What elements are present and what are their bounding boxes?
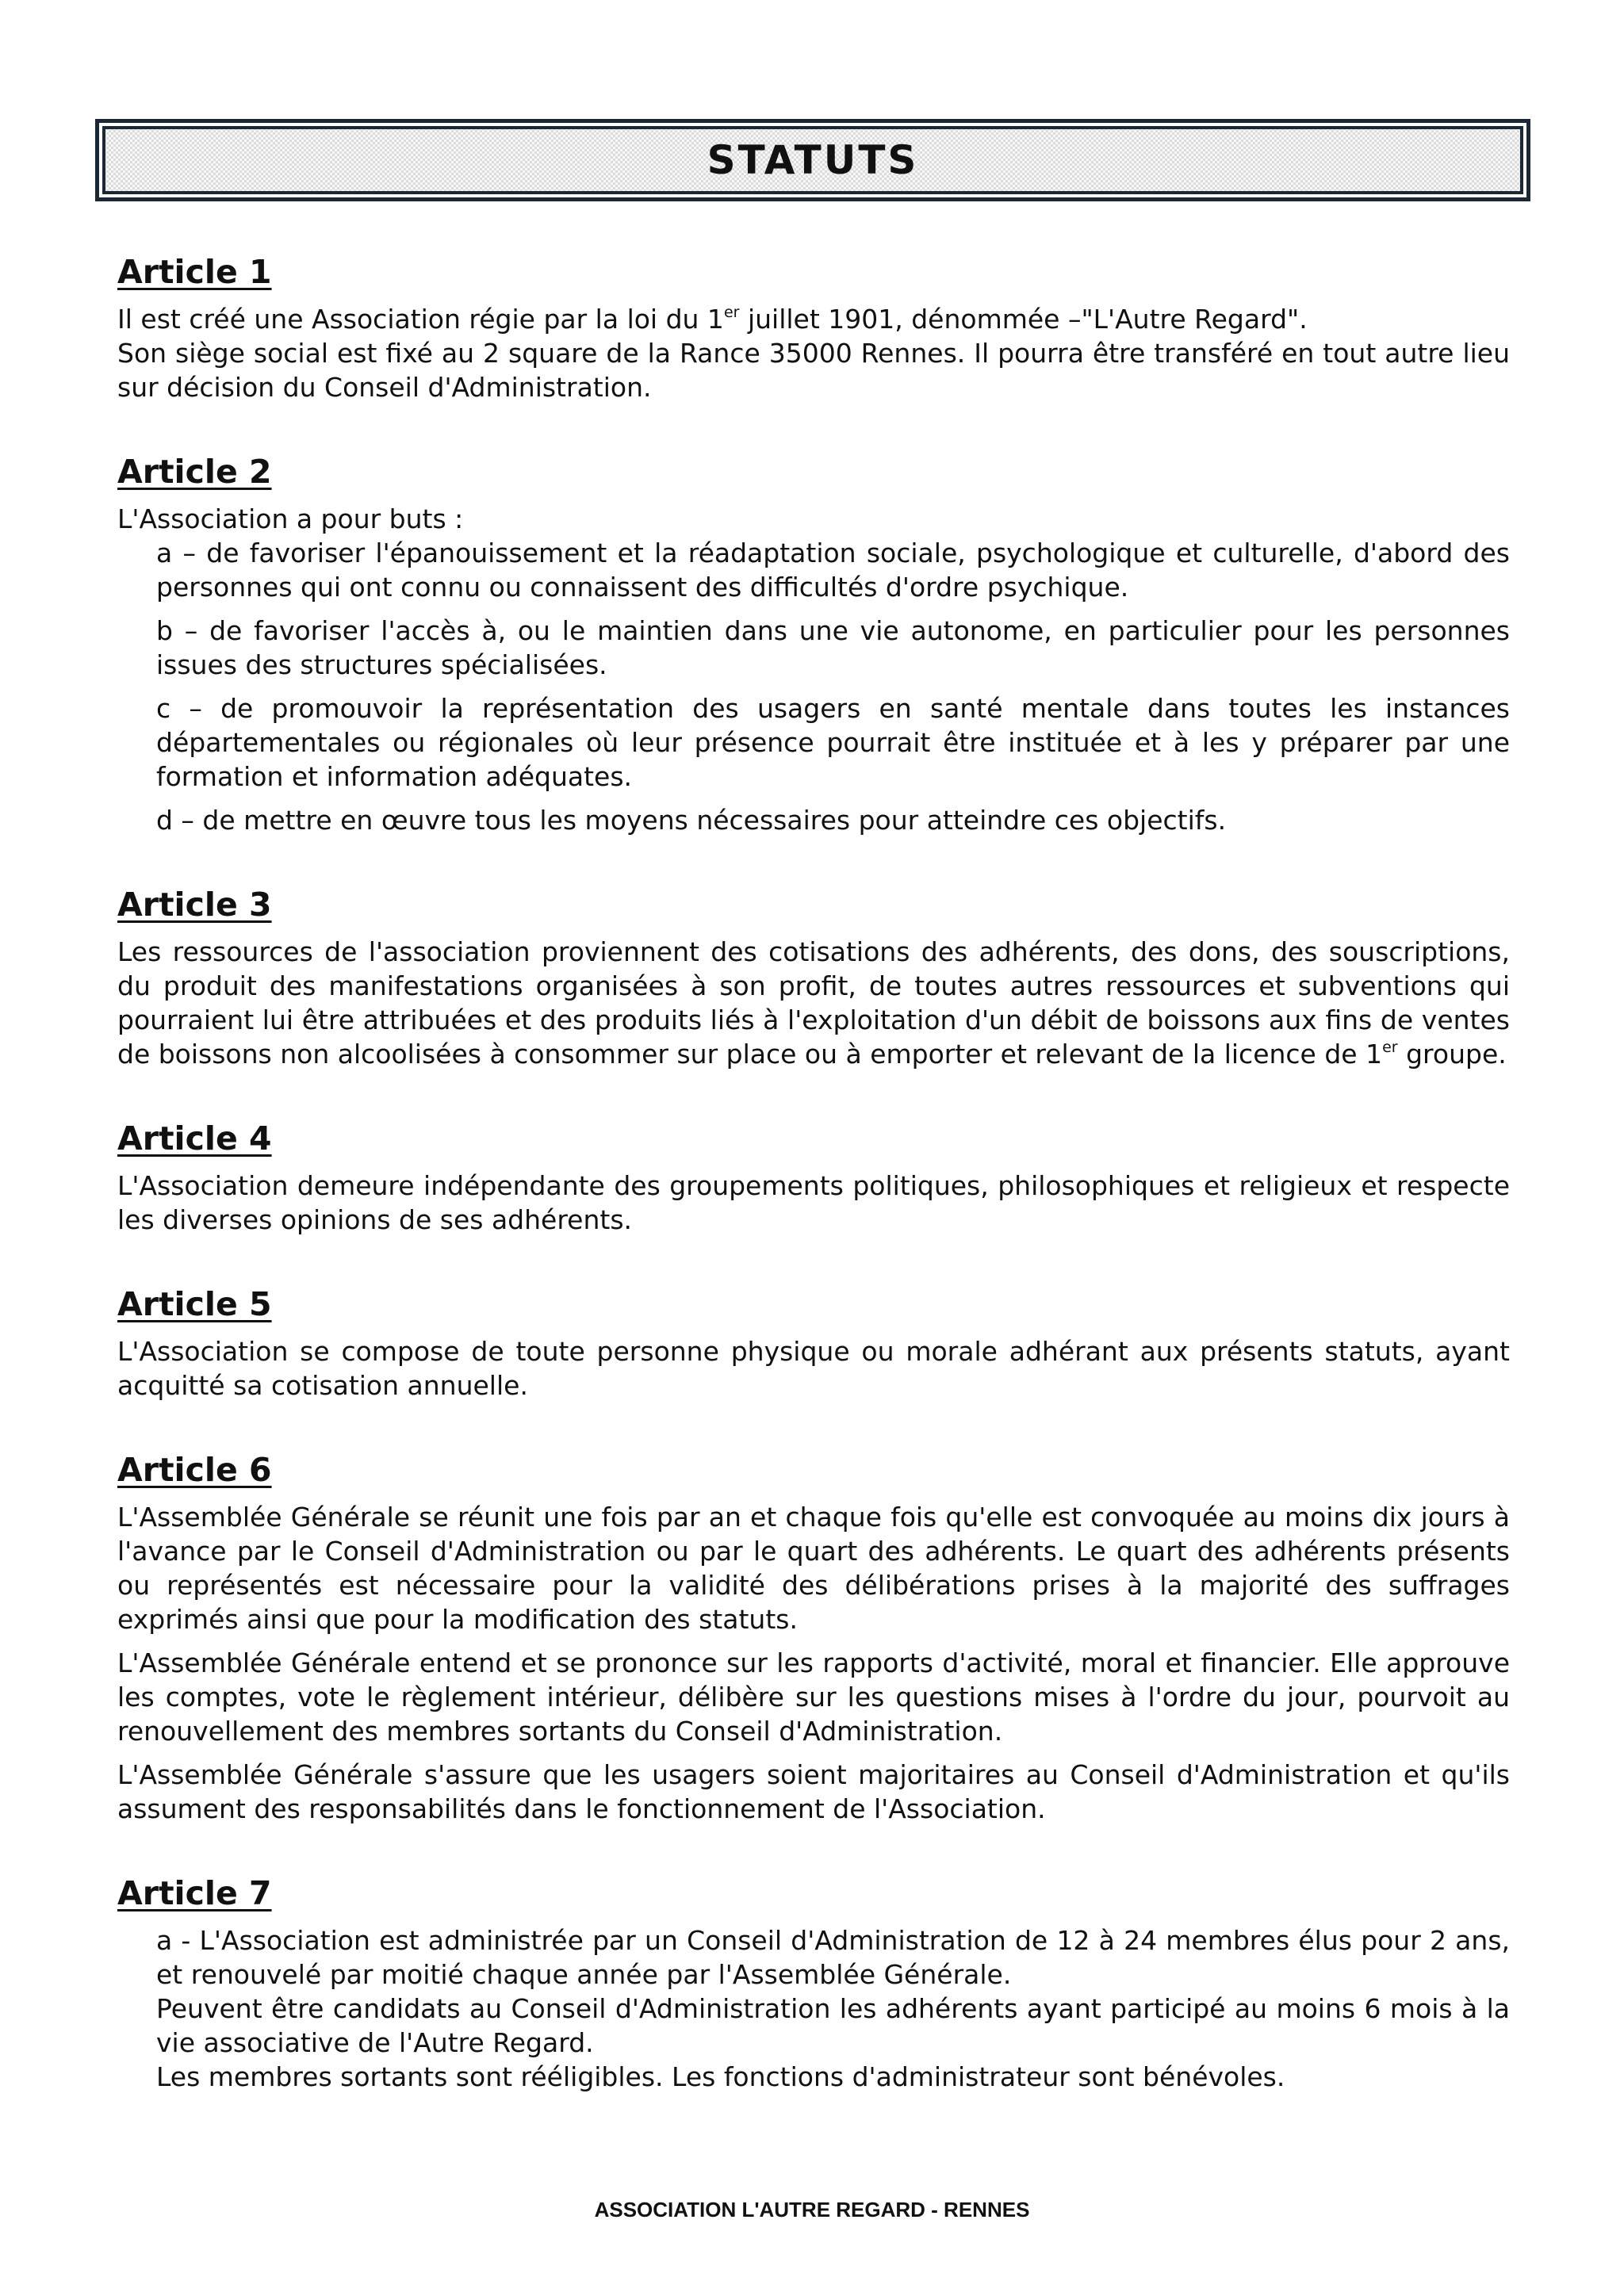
article-7-item-a: a - L'Association est administrée par un Conseil d'Administration de 12 à 24 membres élus pour 2 ans, et renouvelé par moitié chaque année par l'Assemblée Générale. [156, 1925, 1510, 1990]
article-6-paragraph-1: L'Assemblée Générale se réunit une fois par an et chaque fois qu'elle est convoquée au moins dix jours à l'avance par le Conseil d'Administration ou par le quart des adhérents. Le quart des adhérents présents ou représentés est nécessaire pour la validité des délibérations prises à la majorité des suffrages exprimés ainsi que pour la modification des statuts. [117, 1502, 1510, 1635]
article-text: juillet 1901, dénommée –"L'Autre Regard". [739, 304, 1308, 335]
title-banner [95, 119, 1530, 201]
articles-container [117, 250, 1510, 2139]
article-2-intro: L'Association a pour buts : [117, 503, 464, 534]
article-2-item-a: a – de favoriser l'épanouissement et la réadaptation sociale, psychologique et culturelle, d'abord des personnes qui ont connu ou connaissent des difficultés d'ordre psychique. [156, 538, 1510, 603]
article-heading: Article 3 [117, 886, 272, 924]
article-3-text [117, 935, 1510, 1071]
article-2-item-d: d – de mettre en œuvre tous les moyens nécessaires pour atteindre ces objectifs. [156, 805, 1227, 836]
article-6-paragraph-2: L'Assemblée Générale entend et se prononce sur les rapports d'activité, moral et financier. Elle approuve les comptes, vote le règlement intérieur, délibère sur les questions mises à l'ordre du jour, pourvoit au renouvellement des membres sortants du Conseil d'Administration. [117, 1647, 1510, 1747]
ordinal-superscript: er [723, 304, 740, 321]
article-heading: Article 7 [117, 1874, 272, 1912]
ordinal-superscript: er [1382, 1039, 1398, 1056]
article-7-reelection: Les membres sortants sont rééligibles. Les fonctions d'administrateur sont bénévoles. [156, 2061, 1285, 2092]
article-2 [117, 450, 1510, 837]
article-2-item-c: c – de promouvoir la représentation des usagers en santé mentale dans toutes les instances départementales ou régionales où leur présence pourrait être instituée et à les y préparer par une formation et information adéquates. [156, 693, 1510, 792]
article-7-candidates: Peuvent être candidats au Conseil d'Administration les adhérents ayant participé au moins 6 mois à la vie associative de l'Autre Regard. [156, 1993, 1510, 2058]
article-2-item-b: b – de favoriser l'accès à, ou le maintien dans une vie autonome, en particulier pour les personnes issues des structures spécialisées. [156, 615, 1510, 680]
article-6 [117, 1448, 1510, 1826]
article-heading: Article 2 [117, 453, 272, 491]
article-7 [117, 1871, 1510, 2094]
article-5-text: L'Association se compose de toute personne physique ou morale adhérant aux présents statuts, ayant acquitté sa cotisation annuelle. [117, 1336, 1510, 1401]
article-text: Les ressources de l'association proviennent des cotisations des adhérents, des dons, des souscriptions, du produit des manifestations organisées à son profit, de toutes autres ressources et subventions qui pourraient lui être attribuées et des produits liés à l'exploitation d'un débit de boissons aux fins de ventes de boissons non alcoolisées à consommer sur place ou à emporter et relevant de la licence de 1 [117, 936, 1510, 1070]
article-1-line-2: Son siège social est fixé au 2 square de la Rance 35000 Rennes. Il pourra être transféré en tout autre lieu sur décision du Conseil d'Administration. [117, 338, 1510, 403]
article-1 [117, 250, 1510, 404]
article-6-paragraph-3: L'Assemblée Générale s'assure que les usagers soient majoritaires au Conseil d'Administration et qu'ils assument des responsabilités dans le fonctionnement de l'Association. [117, 1759, 1510, 1824]
article-heading: Article 5 [117, 1285, 272, 1323]
article-heading: Article 1 [117, 253, 272, 291]
article-3 [117, 882, 1510, 1071]
article-4-text: L'Association demeure indépendante des groupements politiques, philosophiques et religieux et respecte les diverses opinions de ses adhérents. [117, 1170, 1510, 1235]
article-heading: Article 4 [117, 1119, 272, 1158]
article-1-line-1 [117, 302, 1510, 336]
document-title: STATUTS [707, 137, 919, 183]
article-4 [117, 1116, 1510, 1237]
article-heading: Article 6 [117, 1451, 272, 1489]
article-text: Il est créé une Association régie par la loi du 1 [117, 304, 724, 335]
article-5 [117, 1282, 1510, 1402]
page-footer: ASSOCIATION L'AUTRE REGARD - RENNES [594, 2198, 1030, 2221]
article-text: groupe. [1397, 1039, 1507, 1070]
